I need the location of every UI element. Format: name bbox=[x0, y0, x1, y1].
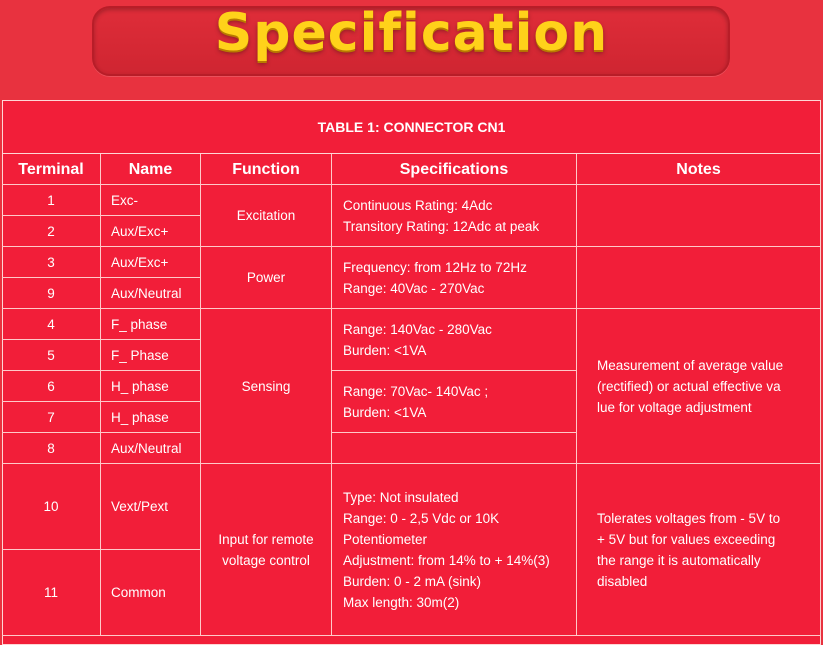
function-remote-line: Input for remote bbox=[218, 531, 314, 547]
name-cell: Aux/Neutral bbox=[101, 278, 201, 309]
name-cell: Aux/Exc+ bbox=[101, 247, 201, 278]
header-terminal: Terminal bbox=[2, 154, 101, 185]
terminal-cell: 6 bbox=[2, 371, 101, 402]
note-line: Measurement of average value bbox=[597, 357, 784, 373]
spec-line: Max length: 30m(2) bbox=[343, 594, 460, 610]
name-cell: F_ phase bbox=[101, 309, 201, 340]
function-remote-line: voltage control bbox=[222, 552, 310, 568]
spec-line: Frequency: from 12Hz to 72Hz bbox=[343, 259, 527, 275]
terminal-cell: 5 bbox=[2, 340, 101, 371]
spec-line: Range: 0 - 2,5 Vdc or 10K bbox=[343, 510, 500, 526]
spec-line: Burden: 0 - 2 mA (sink) bbox=[343, 573, 482, 589]
terminal-cell: 2 bbox=[2, 216, 101, 247]
terminal-cell: 9 bbox=[2, 278, 101, 309]
spec-sensing-high bbox=[332, 309, 577, 371]
spec-line: Range: 140Vac - 280Vac bbox=[343, 321, 492, 337]
header-notes: Notes bbox=[577, 154, 821, 185]
spec-line: Burden: <1VA bbox=[343, 404, 427, 420]
note-line: + 5V but for values exceeding bbox=[597, 531, 776, 547]
spec-line: Burden: <1VA bbox=[343, 342, 427, 358]
spec-excitation bbox=[332, 185, 577, 247]
note-line: lue for voltage adjustment bbox=[597, 399, 752, 415]
terminal-cell: 1 bbox=[2, 185, 101, 216]
spec-line: Continuous Rating: 4Adc bbox=[343, 197, 493, 213]
spec-power bbox=[332, 247, 577, 309]
name-cell: Aux/Neutral bbox=[101, 433, 201, 464]
function-sensing: Sensing bbox=[201, 309, 332, 464]
spec-line: Adjustment: from 14% to + 14%(3) bbox=[343, 552, 550, 568]
spec-remote bbox=[332, 464, 577, 636]
terminal-cell: 7 bbox=[2, 402, 101, 433]
name-cell: Exc- bbox=[101, 185, 201, 216]
page-title: Specification bbox=[214, 3, 609, 63]
spec-line: Range: 70Vac- 140Vac ; bbox=[343, 383, 489, 399]
name-cell: F_ Phase bbox=[101, 340, 201, 371]
name-cell: H_ phase bbox=[101, 371, 201, 402]
header-function: Function bbox=[201, 154, 332, 185]
table-caption: TABLE 1: CONNECTOR CN1 bbox=[2, 100, 821, 154]
spec-sensing-low bbox=[332, 371, 577, 433]
note-line: disabled bbox=[597, 573, 648, 589]
spec-line: Transitory Rating: 12Adc at peak bbox=[343, 218, 540, 234]
function-remote bbox=[201, 464, 332, 636]
name-cell: Common bbox=[101, 550, 201, 636]
terminal-cell: 3 bbox=[2, 247, 101, 278]
terminal-cell: 8 bbox=[2, 433, 101, 464]
spec-line: Potentiometer bbox=[343, 531, 428, 547]
terminal-cell: 4 bbox=[2, 309, 101, 340]
header-name: Name bbox=[101, 154, 201, 185]
name-cell: Aux/Exc+ bbox=[101, 216, 201, 247]
spec-line: Type: Not insulated bbox=[343, 489, 459, 505]
notes-remote bbox=[577, 464, 821, 636]
spec-line: Range: 40Vac - 270Vac bbox=[343, 280, 485, 296]
header-specifications: Specifications bbox=[332, 154, 577, 185]
terminal-cell: 11 bbox=[2, 550, 101, 636]
note-line: Tolerates voltages from - 5V to bbox=[597, 510, 781, 526]
name-cell: Vext/Pext bbox=[101, 464, 201, 550]
note-line: (rectified) or actual effective va bbox=[597, 378, 781, 394]
note-line: the range it is automatically bbox=[597, 552, 761, 568]
function-excitation: Excitation bbox=[201, 185, 332, 247]
notes-empty bbox=[577, 185, 821, 247]
notes-empty bbox=[577, 247, 821, 309]
terminal-cell: 10 bbox=[2, 464, 101, 550]
name-cell: H_ phase bbox=[101, 402, 201, 433]
spec-empty bbox=[332, 433, 577, 464]
function-power: Power bbox=[201, 247, 332, 309]
notes-sensing bbox=[577, 309, 821, 464]
